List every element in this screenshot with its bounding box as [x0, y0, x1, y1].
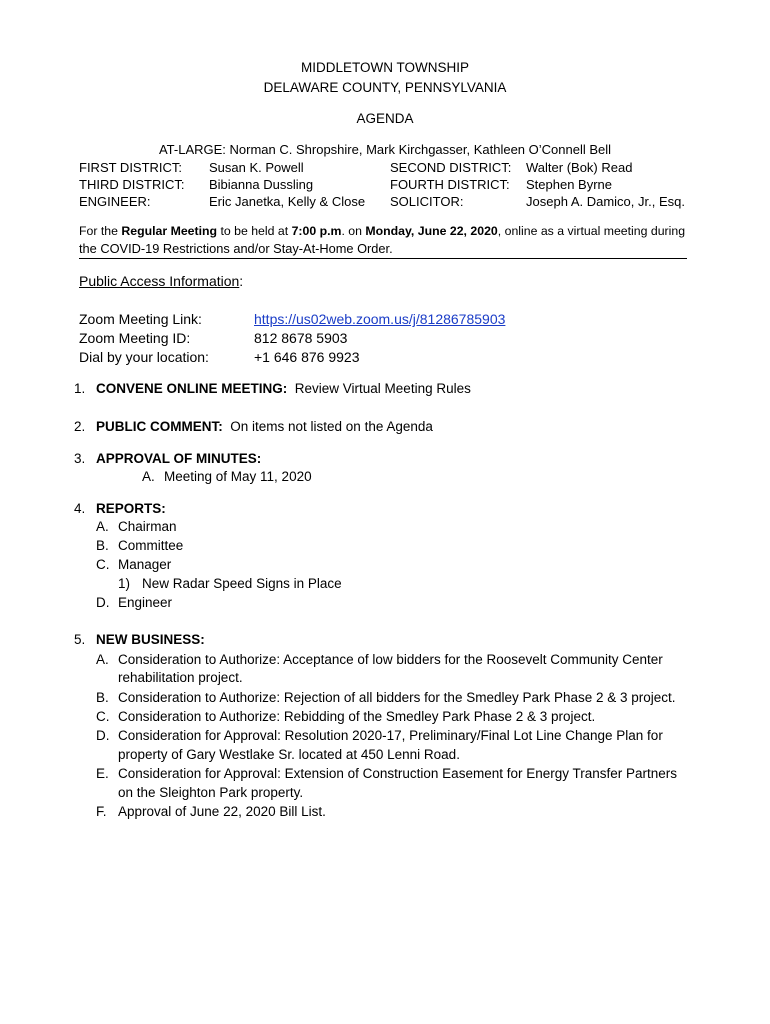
- meeting-notice-line1: [79, 224, 685, 238]
- agenda-item-4-number: 4.: [74, 501, 86, 516]
- agenda-item-1-text: Review Virtual Meeting Rules: [287, 381, 471, 396]
- at-large-members: AT-LARGE: Norman C. Shropshire, Mark Kirchgasser, Kathleen O’Connell Bell: [158, 142, 612, 157]
- meeting-type: Regular Meeting: [121, 224, 218, 238]
- zoom-link-label: Zoom Meeting Link:: [79, 311, 202, 327]
- county-name: DELAWARE COUNTY, PENNSYLVANIA: [263, 80, 507, 95]
- solicitor-name: Joseph A. Damico, Jr., Esq.: [526, 194, 685, 209]
- fourth-district-label: FOURTH DISTRICT:: [390, 177, 510, 192]
- third-district-label: THIRD DISTRICT:: [79, 177, 185, 192]
- business-item: Consideration for Approval: Extension of Construction Easement for Energy Transfer Partners: [118, 766, 678, 781]
- report-letter: D.: [96, 595, 110, 610]
- agenda-item-1-number: 1.: [74, 381, 86, 396]
- agenda-item-3a-text: Meeting of May 11, 2020: [164, 469, 312, 484]
- business-letter: E.: [96, 766, 109, 781]
- business-item: rehabilitation project.: [118, 670, 243, 685]
- agenda-item-5-number: 5.: [74, 632, 86, 647]
- business-letter: F.: [96, 804, 107, 819]
- business-letter: B.: [96, 690, 109, 705]
- second-district-name: Walter (Bok) Read: [526, 160, 633, 175]
- business-item: Consideration to Authorize: Acceptance of low bidders for the Roosevelt Community Center: [118, 652, 663, 667]
- business-letter: D.: [96, 728, 110, 743]
- meeting-time: 7:00 p.m: [291, 224, 342, 238]
- fourth-district-name: Stephen Byrne: [526, 177, 613, 192]
- agenda-item-3a-letter: A.: [142, 469, 155, 484]
- notice-text: , online as a virtual meeting during: [497, 224, 686, 238]
- business-item: Consideration to Authorize: Rebidding of the Smedley Park Phase 2 & 3 project.: [118, 709, 596, 724]
- business-item: Consideration to Authorize: Rejection of all bidders for the Smedley Park Phase 2 & 3 project.: [118, 690, 676, 705]
- manager-subitem-text: New Radar Speed Signs in Place: [142, 576, 342, 591]
- report-item: Engineer: [118, 595, 173, 610]
- report-letter: A.: [96, 519, 109, 534]
- notice-text: to be held at: [217, 224, 292, 238]
- agenda-item-5-title: NEW BUSINESS:: [96, 632, 205, 647]
- public-access-heading-text: Public Access Information: [79, 273, 240, 289]
- agenda-item-3-title: APPROVAL OF MINUTES:: [96, 451, 262, 466]
- public-access-heading: [79, 273, 243, 289]
- notice-text: . on: [341, 224, 366, 238]
- report-letter: B.: [96, 538, 109, 553]
- agenda-item-1-title: CONVENE ONLINE MEETING:: [96, 381, 288, 396]
- business-item: Consideration for Approval: Resolution 2020-17, Preliminary/Final Lot Line Change Plan for: [118, 728, 663, 743]
- meeting-date: Monday, June 22, 2020: [365, 224, 498, 238]
- agenda-item-4-title: REPORTS:: [96, 501, 166, 516]
- agenda-item-2: [96, 419, 433, 434]
- business-item: on the Sleighton Park property.: [118, 785, 304, 800]
- business-letter: A.: [96, 652, 109, 667]
- dial-label: Dial by your location:: [79, 349, 209, 365]
- agenda-item-3-number: 3.: [74, 451, 86, 466]
- zoom-meeting-link[interactable]: https://us02web.zoom.us/j/81286785903: [254, 311, 506, 327]
- third-district-name: Bibianna Dussling: [209, 177, 314, 192]
- business-letter: C.: [96, 709, 110, 724]
- agenda-item-2-number: 2.: [74, 419, 86, 434]
- horizontal-divider: [79, 258, 687, 259]
- manager-subitem-number: 1): [118, 576, 131, 591]
- zoom-id-value: 812 8678 5903: [254, 330, 348, 346]
- dial-number: +1 646 876 9923: [254, 349, 360, 365]
- agenda-item-1: [96, 381, 471, 396]
- agenda-item-2-text: On items not listed on the Agenda: [222, 419, 433, 434]
- engineer-label: ENGINEER:: [79, 194, 151, 209]
- business-item: property of Gary Westlake Sr. located at 450 Lenni Road.: [118, 747, 460, 762]
- township-name: MIDDLETOWN TOWNSHIP: [300, 60, 469, 75]
- second-district-label: SECOND DISTRICT:: [390, 160, 512, 175]
- solicitor-label: SOLICITOR:: [390, 194, 464, 209]
- document-title: AGENDA: [356, 111, 414, 126]
- report-item: Committee: [118, 538, 184, 553]
- zoom-id-label: Zoom Meeting ID:: [79, 330, 191, 346]
- report-item: Chairman: [118, 519, 177, 534]
- first-district-name: Susan K. Powell: [209, 160, 304, 175]
- first-district-label: FIRST DISTRICT:: [79, 160, 183, 175]
- meeting-notice-line2: the COVID-19 Restrictions and/or Stay-At-Home Order.: [79, 241, 393, 256]
- agenda-item-2-title: PUBLIC COMMENT:: [96, 419, 223, 434]
- engineer-name: Eric Janetka, Kelly & Close: [209, 194, 366, 209]
- heading-colon: :: [239, 273, 244, 289]
- report-item: Manager: [118, 557, 172, 572]
- notice-text: For the: [79, 224, 122, 238]
- report-letter: C.: [96, 557, 110, 572]
- business-item: Approval of June 22, 2020 Bill List.: [118, 804, 326, 819]
